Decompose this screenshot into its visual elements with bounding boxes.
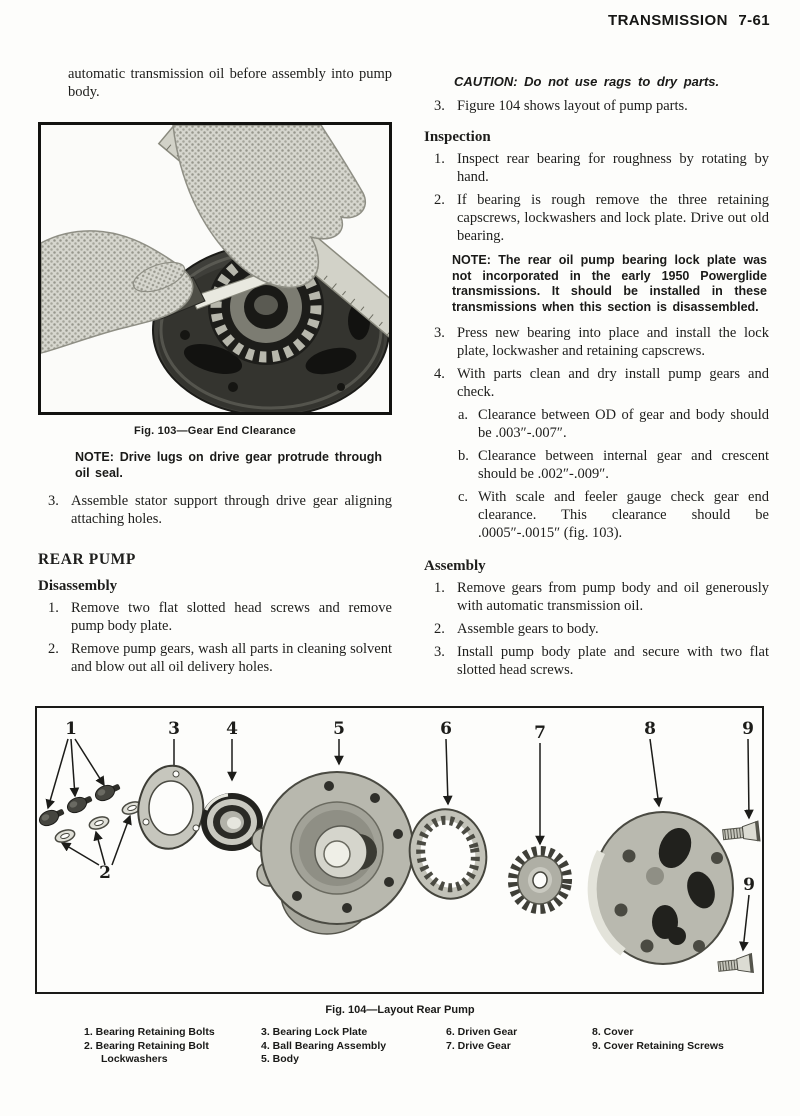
list-item-inspection-3: [424, 325, 769, 361]
list-item-inspection-2: [424, 192, 769, 246]
item-number: 2.: [48, 641, 59, 658]
item-text: Clearance between OD of gear and body should be .003″-.007″.: [478, 406, 769, 441]
item-text: Install pump body plate and secure with two flat slotted head screws.: [457, 644, 769, 679]
item-text: If bearing is rough remove the three retaining capscrews, lockwashers and lock plate. Drive out old bearing.: [457, 191, 769, 244]
legend-item: 2. Bearing Retaining Bolt: [84, 1039, 209, 1052]
callout-4: 4: [226, 719, 238, 739]
item-number: 3.: [434, 98, 445, 114]
fig103-caption: Fig. 103—Gear End Clearance: [134, 424, 296, 437]
fig103-photo: [38, 122, 392, 415]
part-bearing-lock-plate: [138, 766, 203, 849]
callout-2: 2: [99, 863, 111, 883]
callout-8: 8: [644, 719, 656, 739]
fig104-caption: Fig. 104—Layout Rear Pump: [325, 1004, 475, 1016]
left-column: [38, 62, 392, 677]
legend-column-2: [261, 1026, 386, 1067]
list-item-inspection-1: [424, 151, 769, 187]
part-body: [252, 772, 413, 934]
item-number: 1.: [434, 150, 445, 167]
callout-7: 7: [534, 723, 546, 743]
legend-item-continuation: Lockwashers: [101, 1053, 168, 1065]
fig103-photo-illustration: [41, 125, 389, 412]
callout-9-bottom: 9: [743, 875, 755, 895]
fig104-figure-box: [35, 706, 764, 994]
callout-1: 1: [65, 719, 77, 739]
page-header: TRANSMISSION 7-61: [608, 12, 770, 29]
legend-column-1: [84, 1026, 215, 1067]
legend-column-3: [446, 1026, 517, 1053]
right-column: [424, 62, 769, 680]
item-text: Assemble gears to body.: [457, 621, 599, 638]
legend-item: 5. Body: [261, 1053, 299, 1065]
callout-5: 5: [333, 719, 345, 739]
note-lock-plate: NOTE: The rear oil pump bearing lock plate was not incorporated in the early 1950 Powerglide transmissions. It should be installed in these transmissions when this section is disassembled.: [452, 252, 767, 315]
sub-item-c: [424, 489, 769, 543]
note-drive-lugs: NOTE: Drive lugs on drive gear protrude through oil seal.: [75, 449, 382, 480]
sub-item-b: [424, 448, 769, 484]
legend-column-4: [592, 1026, 724, 1053]
item-number: 1.: [48, 600, 59, 617]
item-number: 4.: [434, 365, 445, 382]
item-text: Figure 104 shows layout of pump parts.: [457, 98, 688, 114]
item-number: 3.: [48, 493, 59, 510]
part-driven-gear: [401, 802, 494, 906]
legend-item: 4. Ball Bearing Assembly: [261, 1039, 387, 1052]
disassembly-heading: Disassembly: [38, 578, 118, 595]
callout-3: 3: [168, 719, 180, 739]
item-number: c.: [458, 488, 469, 505]
legend-item: 8. Cover: [592, 1026, 634, 1038]
item-number: a.: [458, 406, 469, 423]
assembly-heading: Assembly: [424, 558, 486, 575]
item-text: Inspect rear bearing for roughness by rotating by hand.: [457, 150, 769, 185]
part-cover-screw-top: [722, 821, 760, 845]
item-text: Remove pump gears, wash all parts in cleaning solvent and blow out all oil delivery holes.: [71, 641, 392, 676]
item-number: 3.: [434, 324, 445, 341]
legend-item: 7. Drive Gear: [446, 1039, 511, 1052]
intro-paragraph: automatic transmission oil before assembly into pump body.: [68, 66, 392, 100]
inspection-heading: Inspection: [424, 128, 491, 145]
item-number: b.: [458, 447, 469, 464]
rear-pump-heading: REAR PUMP: [38, 551, 136, 569]
list-item-assembly-1: [424, 580, 769, 616]
list-item-inspection-4: [424, 366, 769, 402]
legend-item: 9. Cover Retaining Screws: [592, 1039, 724, 1052]
part-cover: [592, 812, 733, 964]
part-cover-screw-bottom: [717, 954, 753, 976]
item-number: 1.: [434, 580, 445, 597]
item-text: Assemble stator support through drive gear aligning attaching holes.: [71, 493, 392, 528]
fig104-exploded-diagram: [37, 708, 762, 992]
list-item-figure-104: [424, 98, 769, 116]
item-number: 3.: [434, 644, 445, 661]
legend-item: 1. Bearing Retaining Bolts: [84, 1026, 215, 1038]
fig104-legend: [0, 1026, 800, 1086]
caution-text: CAUTION: Do not use rags to dry parts.: [454, 74, 720, 89]
part-drive-gear: [508, 847, 571, 913]
item-text: Remove two flat slotted head screws and remove pump body plate.: [71, 600, 392, 635]
list-item-assembly-2: [424, 621, 769, 639]
item-text: Press new bearing into place and install the lock plate, lockwasher and retaining capscrews.: [457, 324, 769, 359]
item-number: 2.: [434, 621, 445, 638]
item-number: 2.: [434, 191, 445, 208]
sub-item-a: [424, 407, 769, 443]
legend-item: 6. Driven Gear: [446, 1026, 518, 1038]
item-text: With parts clean and dry install pump gears and check.: [457, 365, 769, 400]
callout-6: 6: [440, 719, 452, 739]
callout-9-top: 9: [742, 719, 754, 739]
list-item-disassembly-1: [38, 600, 392, 636]
item-text: Remove gears from pump body and oil generously with automatic transmission oil.: [457, 580, 769, 615]
item-text: Clearance between internal gear and crescent should be .002″-.009″.: [478, 447, 769, 482]
legend-item: 3. Bearing Lock Plate: [261, 1026, 368, 1038]
list-item-assemble-stator: [38, 493, 392, 529]
list-item-assembly-3: [424, 644, 769, 680]
list-item-disassembly-2: [38, 641, 392, 677]
item-text: With scale and feeler gauge check gear end clearance. This clearance should be .0005″-.0015″ (fig. 103).: [478, 488, 769, 541]
